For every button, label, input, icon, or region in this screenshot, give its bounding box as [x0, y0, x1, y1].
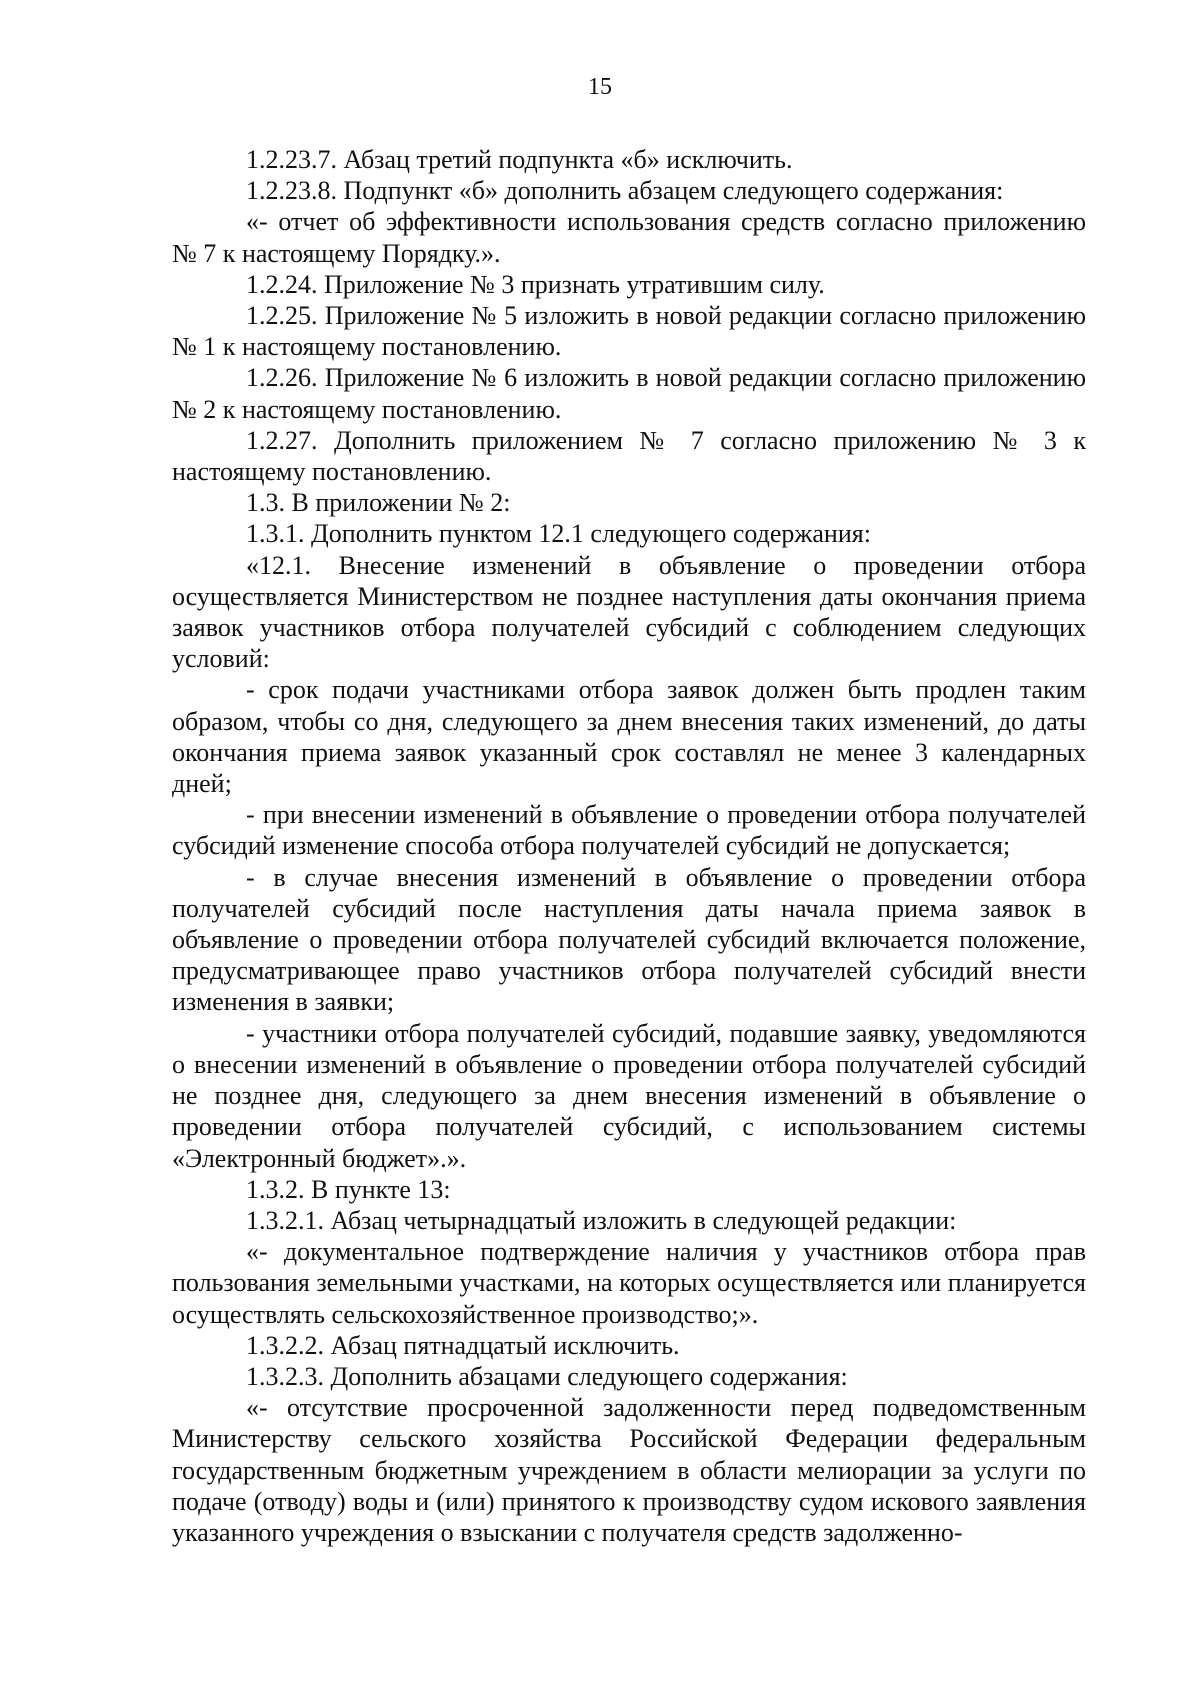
paragraph: «- документальное подтверждение наличия у участников отбора прав пользования земельными участками, на которых осуществляется или планируется осуществлять сельскохозяйственное производство;».	[172, 1237, 1086, 1329]
paragraph: «- отсутствие просроченной задолженности перед подведомственным Министерству сельского хозяйства Российской Федерации федеральным государственным бюджетным учреждением в области мелиорации за услуги по подаче (отводу) воды и (или) принятого к производству судом искового заявления указанного учреждения о взыскании с получателя средств задолженно-	[172, 1393, 1086, 1547]
paragraph: 1.2.25. Приложение № 5 изложить в новой редакции согласно приложению № 1 к настоящему постановлению.	[172, 301, 1086, 362]
paragraph: 1.2.26. Приложение № 6 изложить в новой редакции согласно приложению № 2 к настоящему постановлению.	[172, 363, 1086, 424]
paragraph: 1.2.23.7. Абзац третий подпункта «б» исключить.	[246, 145, 793, 174]
paragraph: 1.2.27. Дополнить приложением № 7 согласно приложению № 3 к настоящему постановлению.	[172, 425, 1086, 487]
paragraph: 1.3.2.1. Абзац четырнадцатый изложить в следующей редакции:	[246, 1205, 957, 1235]
paragraph: «12.1. Внесение изменений в объявление о проведении отбора осуществляется Министерством не позднее наступления даты окончания приема заявок участников отбора получателей субсидий с соблюдением следующих условий:	[172, 550, 1086, 674]
paragraph: 1.3.2. В пункте 13:	[246, 1174, 451, 1204]
paragraph: 1.3.2.3. Дополнить абзацами следующего содержания:	[246, 1361, 848, 1391]
paragraph: 1.3. В приложении № 2:	[246, 488, 511, 518]
paragraph: 1.2.23.8. Подпункт «б» дополнить абзацем следующего содержания:	[246, 176, 1004, 206]
page-number: 15	[588, 74, 612, 100]
document-body	[172, 144, 1086, 1548]
paragraph: 1.3.2.2. Абзац пятнадцатый исключить.	[246, 1330, 680, 1360]
paragraph: «- отчет об эффективности использования средств согласно приложению № 7 к настоящему Порядку.».	[172, 207, 1086, 268]
paragraph: - при внесении изменений в объявление о проведении отбора получателей субсидий изменение способа отбора получателей субсидий не допускается;	[172, 800, 1086, 861]
paragraph: - участники отбора получателей субсидий, подавшие заявку, уведомляются о внесении изменений в объявление о проведении отбора получателей субсидий не позднее дня, следующего за днем внесения изменений в объявление о проведении отбора получателей субсидий, с использованием системы «Электронный бюджет».».	[172, 1018, 1086, 1173]
paragraph: - срок подачи участниками отбора заявок должен быть продлен таким образом, чтобы со дня, следующего за днем внесения таких изменений, до даты окончания приема заявок указанный срок составлял не менее 3 календарных дней;	[172, 675, 1086, 799]
paragraph: 1.2.24. Приложение № 3 признать утратившим силу.	[246, 269, 825, 299]
paragraph: - в случае внесения изменений в объявление о проведении отбора получателей субсидий после наступления даты начала приема заявок в объявление о проведении отбора получателей субсидий включается положение, предусматривающее право участников отбора получателей субсидий внести изменения в заявки;	[172, 862, 1086, 1017]
paragraph: 1.3.1. Дополнить пунктом 12.1 следующего содержания:	[246, 519, 871, 549]
